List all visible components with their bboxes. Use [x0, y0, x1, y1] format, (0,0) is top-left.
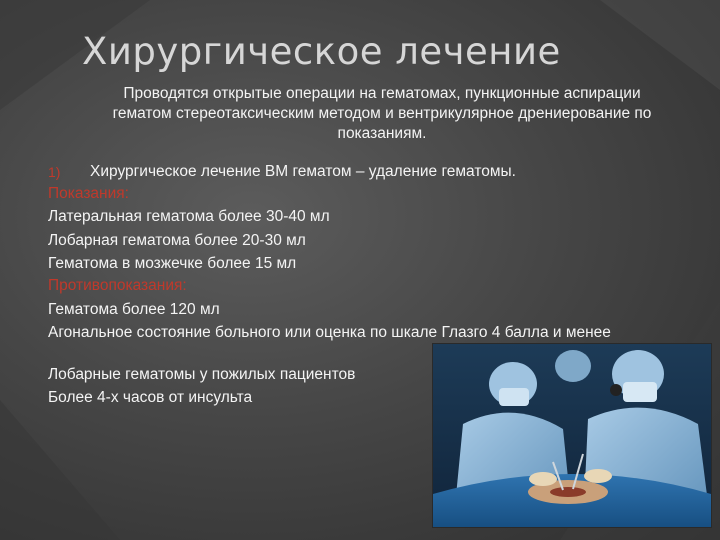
contraindication-item: Гематома более 120 мл: [48, 301, 220, 318]
contraindication-item: Агональное состояние больного или оценка по шкале Глазго 4 балла и менее: [48, 324, 611, 341]
indication-item: Латеральная гематома более 30-40 мл: [48, 208, 330, 225]
slide-title: Хирургическое лечение: [82, 30, 561, 73]
contraindication-item: Лобарные гематомы у пожилых пациентов: [48, 366, 356, 383]
contraindication-item: Более 4-х часов от инсульта: [48, 389, 253, 406]
indications-heading: Показания:: [48, 185, 129, 202]
indication-item: Лобарная гематома более 20-30 мл: [48, 232, 306, 249]
intro-paragraph: Проводятся открытые операции на гематомах, пункционные аспирации гематом стереотаксическим методом и вентрикулярное дрениерование по показаниям.: [112, 85, 652, 142]
item-number: 1): [48, 164, 61, 180]
surgery-photo: [432, 343, 712, 528]
contraindications-heading: Противопоказания:: [48, 277, 187, 294]
indication-item: Гематома в мозжечке более 15 мл: [48, 255, 297, 272]
item-text: Хирургическое лечение ВМ гематом – удаление гематомы.: [90, 163, 516, 180]
